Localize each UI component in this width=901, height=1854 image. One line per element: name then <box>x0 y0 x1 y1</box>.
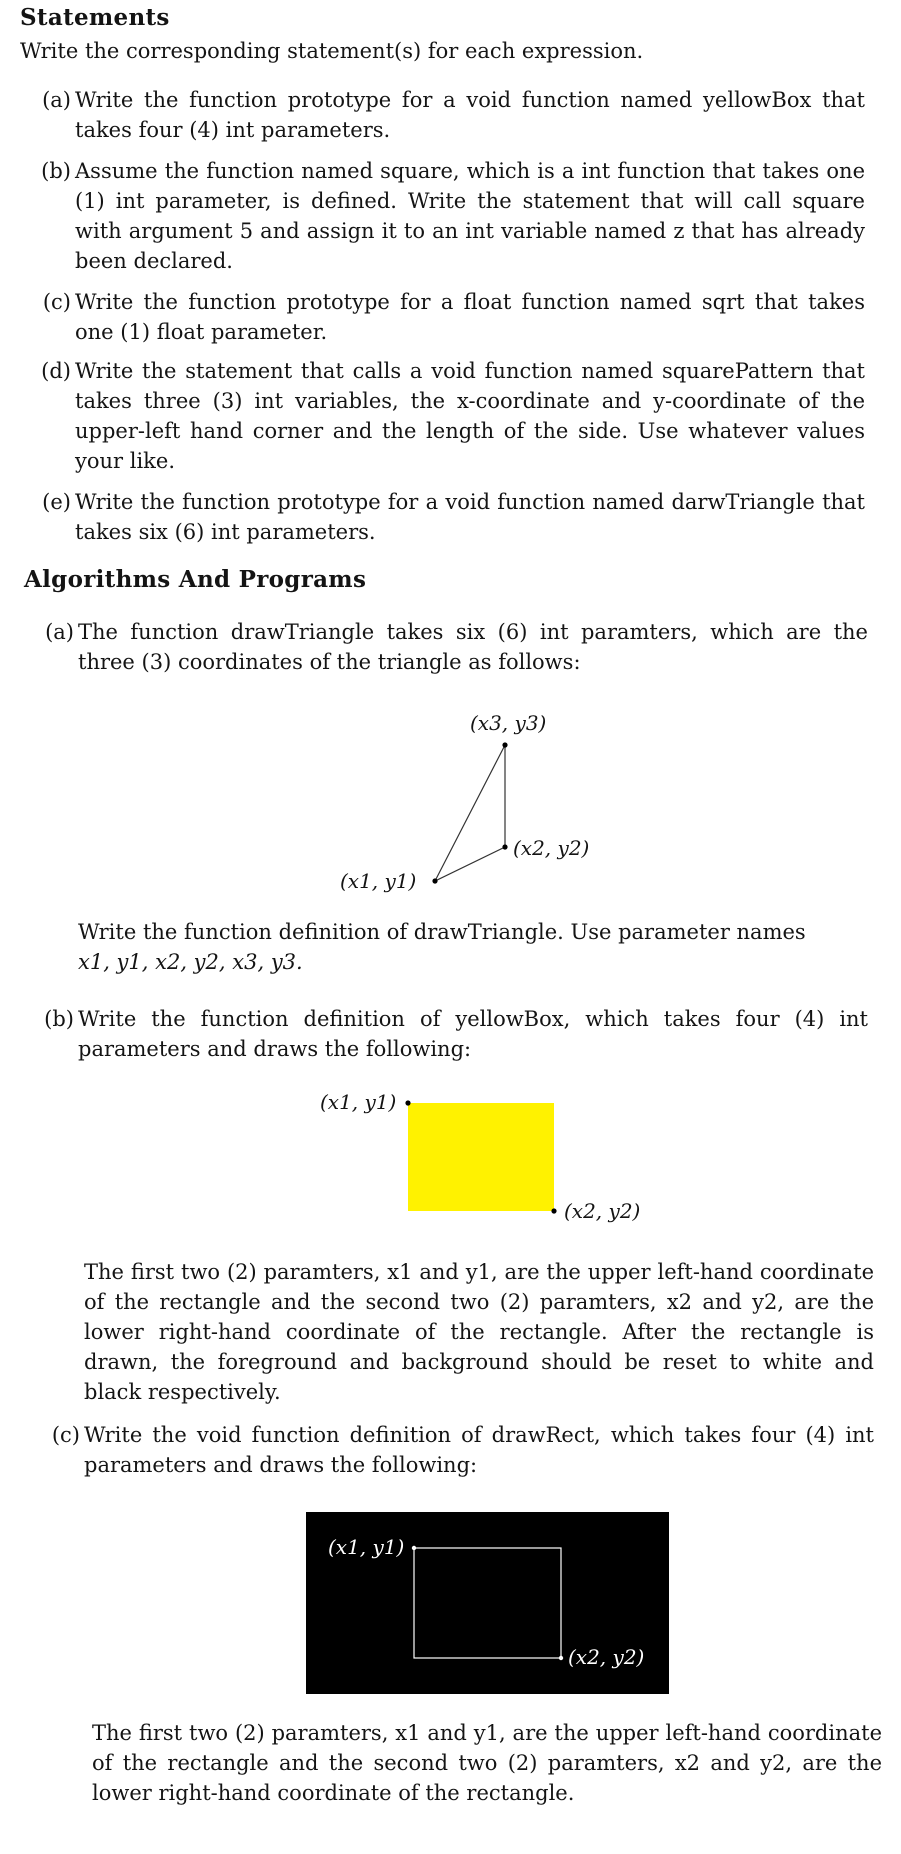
algorithm-item-a <box>45 617 868 677</box>
item-label: (b) <box>44 1007 74 1031</box>
corner-point-1 <box>412 1546 416 1550</box>
triangle-figure <box>330 695 620 905</box>
item-text: Assume the function named square, which is a int function that takes one (1) int parameter, is defined. Write the statement that will call square with argument 5 and assign it to an int variable named z that has already been declared. <box>75 159 865 273</box>
triangle-shape <box>435 745 505 881</box>
statement-item-b <box>41 156 865 276</box>
yellow-rectangle <box>408 1103 554 1211</box>
corner-label-1: (x1, y1) <box>328 1535 405 1559</box>
draw-rect-figure <box>306 1512 669 1694</box>
item-text: Write the function prototype for a float function named sqrt that takes one (1) float parameter. <box>75 290 865 344</box>
item-text: Write the void function definition of drawRect, which takes four (4) int parameters and draws the following: <box>84 1423 874 1477</box>
item-text: The function drawTriangle takes six (6) int paramters, which are the three (3) coordinates of the triangle as follows: <box>78 620 868 674</box>
item-text: Write the statement that calls a void function named squarePattern that takes three (3) int variables, the x-coordinate and y-coordinate of the upper-left hand corner and the length of the side. Use whatever values your like. <box>75 359 865 473</box>
corner-point-2 <box>551 1208 556 1213</box>
item-label: (d) <box>41 359 71 383</box>
triangle-instruction-text: Write the function definition of drawTriangle. Use parameter names <box>78 920 806 944</box>
statements-intro: Write the corresponding statement(s) for each expression. <box>20 39 644 63</box>
corner-point-1 <box>405 1100 410 1105</box>
statement-item-c <box>42 287 865 347</box>
corner-point-2 <box>559 1656 563 1660</box>
triangle-instruction <box>78 917 868 977</box>
statement-item-a <box>42 85 865 145</box>
item-label: (c) <box>51 1423 80 1447</box>
item-label: (a) <box>45 620 74 644</box>
vertex-point-1 <box>432 878 437 883</box>
statement-item-d <box>41 356 865 476</box>
corner-label-2: (x2, y2) <box>564 1199 641 1223</box>
algorithm-item-c <box>51 1420 874 1480</box>
item-text: Write the function prototype for a void function named yellowBox that takes four (4) int parameters. <box>75 88 865 142</box>
parameter-names: x1, y1, x2, y2, x3, y3. <box>78 950 303 974</box>
yellow-box-description: The first two (2) paramters, x1 and y1, are the upper left-hand coordinate of the rectangle and the second two (2) paramters, x2 and y2, are the lower right-hand coordinate of the rectangle. After the rectangle is drawn, the foreground and background should be reset to white and black respectively. <box>84 1260 874 1404</box>
item-label: (b) <box>41 159 71 183</box>
item-label: (e) <box>42 490 71 514</box>
yellow-box-figure <box>310 1070 660 1230</box>
algorithm-item-b <box>44 1004 868 1064</box>
item-label: (c) <box>42 290 71 314</box>
item-text: Write the function definition of yellowBox, which takes four (4) int parameters and draws the following: <box>78 1007 868 1061</box>
vertex-label-3: (x3, y3) <box>470 711 547 735</box>
vertex-point-3 <box>502 742 507 747</box>
vertex-point-2 <box>502 844 507 849</box>
vertex-label-2: (x2, y2) <box>513 836 590 860</box>
item-text: Write the function prototype for a void function named darwTriangle that takes six (6) int parameters. <box>75 490 865 544</box>
draw-rect-description: The first two (2) paramters, x1 and y1, are the upper left-hand coordinate of the rectangle and the second two (2) paramters, x2 and y2, are the lower right-hand coordinate of the rectangle. <box>92 1721 882 1805</box>
statement-item-e <box>42 487 865 547</box>
corner-label-1: (x1, y1) <box>320 1090 397 1114</box>
vertex-label-1: (x1, y1) <box>340 869 417 893</box>
section-heading-algorithms: Algorithms And Programs <box>24 566 367 593</box>
item-label: (a) <box>42 88 71 112</box>
corner-label-2: (x2, y2) <box>568 1645 645 1669</box>
section-heading-statements: Statements <box>20 4 170 31</box>
